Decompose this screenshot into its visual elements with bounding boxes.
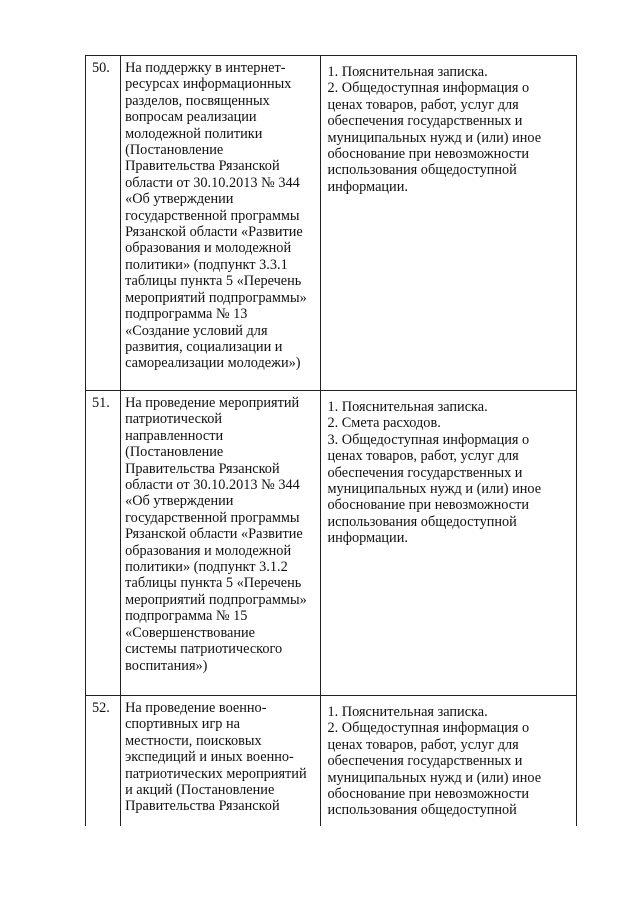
description-line: «Об утверждении: [125, 191, 234, 208]
document-line: обоснование при невозможности: [327, 146, 530, 163]
table-row: [86, 696, 577, 826]
description-line: воспитания»): [125, 657, 208, 674]
description-line: Рязанской области «Развитие: [125, 224, 303, 241]
document-line: ценах товаров, работ, услуг для: [327, 448, 519, 465]
row-number: 51.: [86, 391, 121, 696]
description-line: таблицы пункта 5 «Перечень: [125, 273, 302, 290]
document-line: обеспечения государственных и: [327, 113, 523, 130]
document-line: обоснование при невозможности: [327, 786, 530, 803]
description-line: экспедиций и иных военно-: [125, 749, 294, 766]
document-line: муниципальных нужд и (или) иное: [327, 769, 542, 786]
description-line: подпрограмма № 13: [125, 306, 248, 323]
document-line: муниципальных нужд и (или) иное: [327, 129, 542, 146]
description-line: разделов, посвященных: [125, 92, 270, 109]
description-line: области от 30.10.2013 № 344: [125, 477, 300, 494]
document-line: обоснование при невозможности: [327, 497, 530, 514]
description-line: государственной программы: [125, 509, 300, 526]
measure-description: [121, 696, 321, 826]
required-documents: [321, 696, 577, 826]
description-line: На поддержку в интернет-: [125, 60, 286, 76]
description-line: На проведение военно-: [125, 700, 267, 716]
description-line: патриотических мероприятий: [125, 765, 307, 782]
document-line: ценах товаров, работ, услуг для: [327, 96, 519, 113]
row-number: 52.: [86, 696, 121, 826]
row-number: 50.: [86, 56, 121, 391]
description-line: области от 30.10.2013 № 344: [125, 174, 300, 191]
description-line: мероприятий подпрограммы»: [125, 289, 307, 306]
document-line: информации.: [327, 530, 408, 547]
description-line: и акций (Постановление: [125, 782, 275, 799]
description-line: направленности: [125, 427, 224, 444]
description-line: «Совершенствование: [125, 624, 256, 641]
description-line: Правительства Рязанской: [125, 798, 280, 815]
description-line: спортивных игр на: [125, 716, 241, 733]
table-row: [86, 391, 577, 696]
document-line: 2. Общедоступная информация о: [327, 720, 530, 737]
document-line: ценах товаров, работ, услуг для: [327, 736, 519, 753]
document-line: 2. Общедоступная информация о: [327, 80, 530, 97]
description-line: образования и молодежной: [125, 542, 292, 559]
document-line: использования общедоступной: [327, 513, 517, 530]
description-line: молодежной политики: [125, 125, 263, 142]
description-line: «Об утверждении: [125, 493, 234, 510]
description-line: местности, поисковых: [125, 732, 262, 749]
document-line: обеспечения государственных и: [327, 753, 523, 770]
table-row: [86, 56, 577, 391]
measure-description: [121, 391, 321, 696]
description-line: (Постановление: [125, 444, 224, 461]
description-line: вопросам реализации: [125, 109, 257, 126]
document-line: использования общедоступной: [327, 162, 517, 179]
document-table: [85, 55, 577, 826]
document-line: муниципальных нужд и (или) иное: [327, 481, 542, 498]
description-line: образования и молодежной: [125, 240, 292, 257]
description-line: политики» (подпункт 3.3.1: [125, 256, 288, 273]
document-line: информации.: [327, 178, 408, 195]
description-line: Правительства Рязанской: [125, 460, 280, 477]
description-line: Рязанской области «Развитие: [125, 526, 303, 543]
description-line: самореализации молодежи»): [125, 355, 301, 372]
description-line: политики» (подпункт 3.1.2: [125, 559, 288, 576]
document-line: 2. Смета расходов.: [327, 415, 441, 432]
measure-description: [121, 56, 321, 391]
document-line: обеспечения государственных и: [327, 464, 523, 481]
required-documents: [321, 56, 577, 391]
document-line: 1. Пояснительная записка.: [327, 704, 488, 720]
document-line: использования общедоступной: [327, 802, 517, 819]
description-line: государственной программы: [125, 207, 300, 224]
description-line: развития, социализации и: [125, 338, 283, 355]
document-line: 3. Общедоступная информация о: [327, 431, 530, 448]
description-line: На проведение мероприятий: [125, 395, 300, 411]
description-line: системы патриотического: [125, 641, 283, 658]
document-line: 1. Пояснительная записка.: [327, 399, 488, 415]
description-line: (Постановление: [125, 142, 224, 159]
description-line: Правительства Рязанской: [125, 158, 280, 175]
description-line: патриотической: [125, 411, 223, 428]
description-line: ресурсах информационных: [125, 76, 292, 93]
description-line: «Создание условий для: [125, 322, 268, 339]
description-line: мероприятий подпрограммы»: [125, 591, 307, 608]
description-line: таблицы пункта 5 «Перечень: [125, 575, 302, 592]
document-line: 1. Пояснительная записка.: [327, 64, 488, 80]
description-line: подпрограмма № 15: [125, 608, 248, 625]
required-documents: [321, 391, 577, 696]
